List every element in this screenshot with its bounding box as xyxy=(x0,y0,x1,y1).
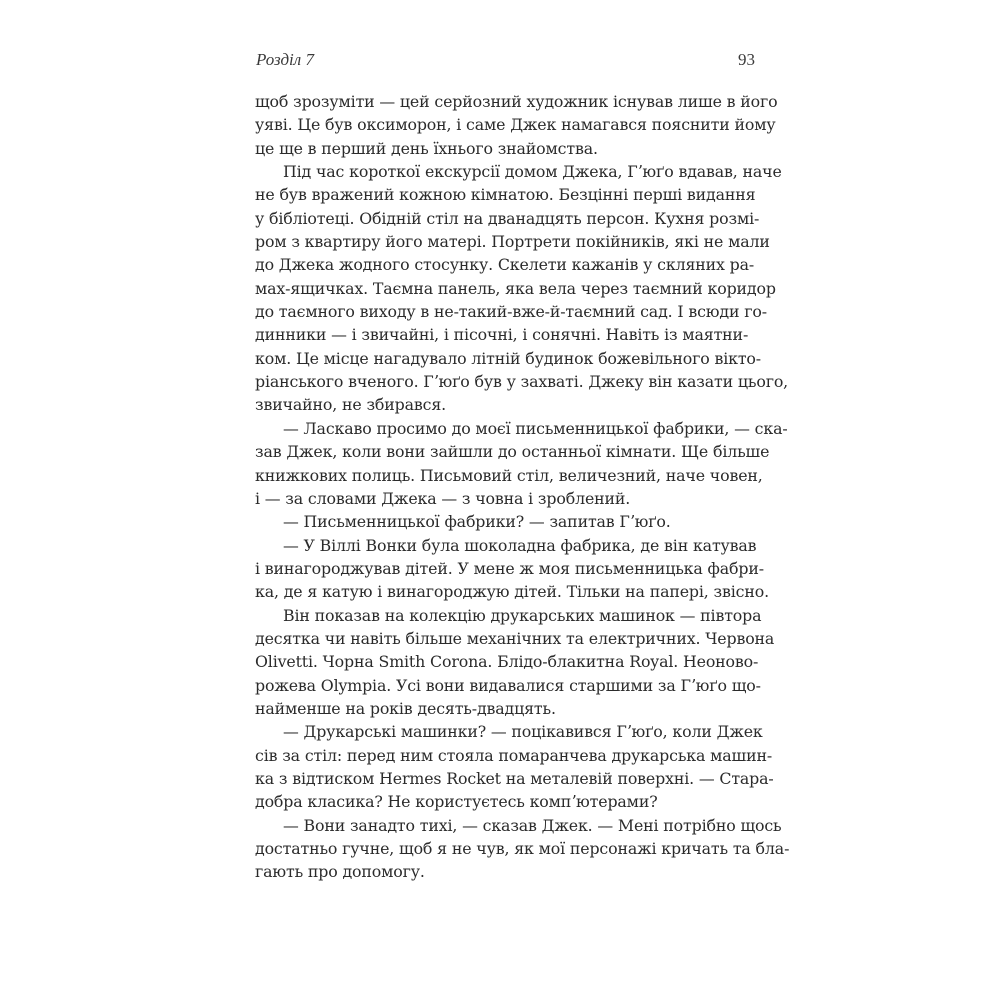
text-line: і винагороджував дітей. У мене ж моя письменницька фабри- xyxy=(255,558,764,578)
text-line: уяві. Це був оксиморон, і саме Джек намагався пояснити йому xyxy=(255,115,776,135)
text-line: — У Віллі Вонки була шоколадна фабрика, де він катував xyxy=(283,535,757,555)
text-line: десятка чи навіть більше механічних та електричних. Червона xyxy=(255,628,775,648)
text-line: достатньо гучне, щоб я не чув, як мої персонажі кричать та бла- xyxy=(255,839,790,858)
text-line: і — за словами Джека — з човна і зроблений. xyxy=(255,488,631,508)
text-line: — Друкарські машинки? — поцікавився Гʼюґо, коли Джек xyxy=(283,722,763,742)
text-line: це ще в перший день їхнього знайомства. xyxy=(255,138,598,158)
text-line: мах-ящичках. Таємна панель, яка вела через таємний коридор xyxy=(255,278,776,298)
text-line: у бібліотеці. Обідній стіл на дванадцять персон. Кухня розмі- xyxy=(255,208,760,228)
text-line: сів за стіл: перед ним стояла помаранчева друкарська машин- xyxy=(255,745,773,765)
text-line: зав Джек, коли вони зайшли до останньої кімнати. Ще більше xyxy=(255,442,770,462)
text-line: — Вони занадто тихі, — сказав Джек. — Мені потрібно щось xyxy=(283,815,782,835)
text-line: ком. Це місце нагадувало літній будинок божевільного вікто- xyxy=(255,348,761,368)
text-line: Olivetti. Чорна Smith Corona. Блідо-блакитна Royal. Неоново- xyxy=(255,652,759,672)
text-line: ка з відтиском Hermes Rocket на металевій поверхні. — Стара- xyxy=(255,768,774,788)
text-line: Він показав на колекцію друкарських машинок — півтора xyxy=(283,605,762,625)
text-line: найменше на років десять-двадцять. xyxy=(255,698,556,718)
text-line: рожева Olympia. Усі вони видавалися старшими за Гʼюґо що- xyxy=(255,675,761,695)
running-header xyxy=(256,50,755,74)
text-line: Під час короткої екскурсії домом Джека, Гʼюґо вдавав, наче xyxy=(283,162,782,182)
text-line: ром з квартиру його матері. Портрети покійників, які не мали xyxy=(255,232,770,252)
text-line: ка, де я катую і винагороджую дітей. Тільки на папері, звісно. xyxy=(255,582,769,602)
text-line: звичайно, не збирався. xyxy=(255,395,447,415)
body-text xyxy=(255,90,790,884)
page-number: 93 xyxy=(738,50,755,69)
text-line: — Ласкаво просимо до моєї письменницької фабрики, — ска- xyxy=(283,418,788,438)
text-line: щоб зрозуміти — цей серйозний художник існував лише в його xyxy=(255,92,778,111)
text-line: ріанського вченого. Гʼюґо був у захваті. Джеку він казати цього, xyxy=(255,372,789,392)
text-line: гають про допомогу. xyxy=(255,862,425,882)
text-line: до Джека жодного стосунку. Скелети кажанів у скляних ра- xyxy=(255,255,755,275)
text-line: добра класика? Не користуєтесь компʼютерами? xyxy=(255,792,658,812)
text-line: не був вражений кожною кімнатою. Безцінні перші видання xyxy=(255,185,756,205)
text-line: книжкових полиць. Письмовий стіл, величезний, наче човен, xyxy=(255,465,763,485)
text-line: до таємного виходу в не-такий-вже-й-таємний сад. І всюди го- xyxy=(255,302,767,322)
text-line: динники — і звичайні, і пісочні, і сонячні. Навіть із маятни- xyxy=(255,325,749,345)
text-line: — Письменницької фабрики? — запитав Гʼюґо. xyxy=(283,512,671,532)
chapter-title: Розділ 7 xyxy=(256,50,314,69)
